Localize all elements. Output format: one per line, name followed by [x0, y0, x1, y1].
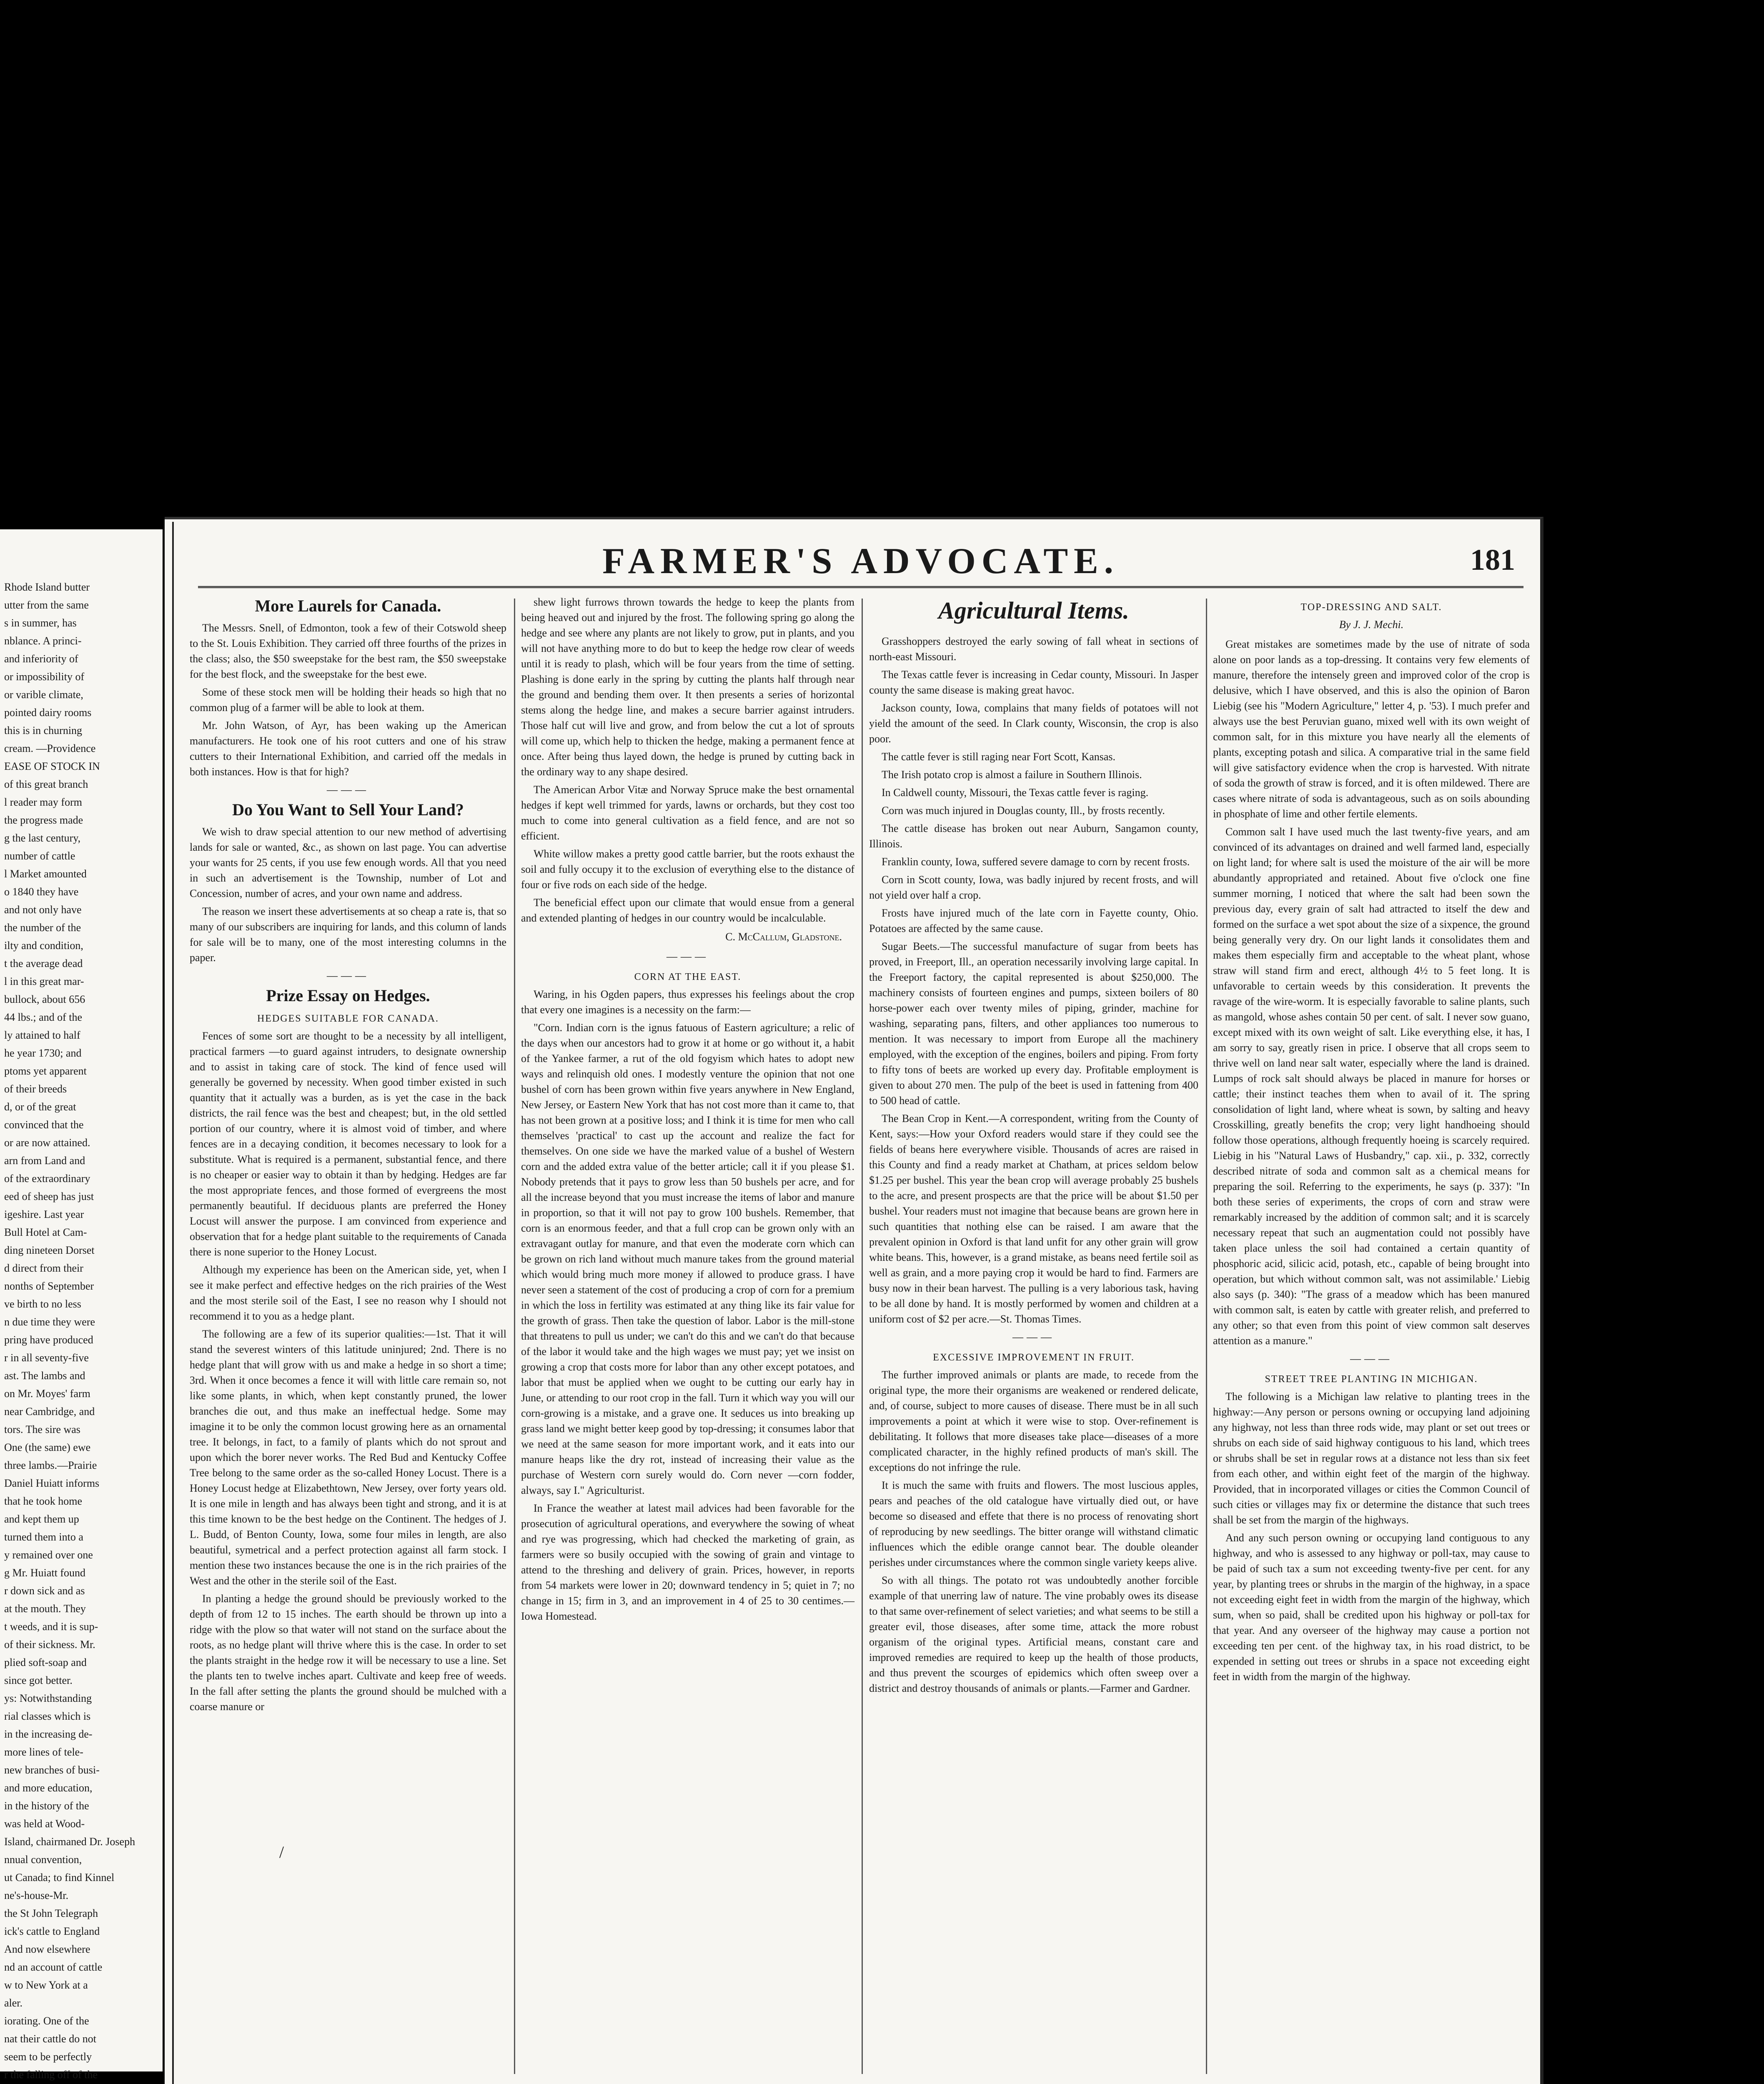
fragment-line: l reader may form	[4, 796, 82, 808]
fragment-line: ly attained to half	[4, 1029, 80, 1041]
article-paragraph: Frosts have injured much of the late corn in Fayette county, Ohio. Potatoes are affected by the same cause.	[869, 907, 1198, 934]
section-ornament: ———	[1012, 1331, 1055, 1343]
fragment-line: Daniel Huiatt informs	[4, 1477, 100, 1489]
article-paragraph: The Texas cattle fever is increasing in Cedar county, Missouri. In Jasper county the same disease is making great havoc.	[869, 669, 1198, 696]
fragment-line: near Cambridge, and	[4, 1405, 95, 1418]
article-paragraph: Great mistakes are sometimes made by the use of nitrate of soda alone on poor lands as a top-dressing. It contains very few elements of manure, therefore the intensely green and improved color of the crop is delusive, which I have observed, and this is also the opinion of Baron Liebig (see his "Modern Agriculture," letter 4, p. '53). I much prefer and always use the best Peruvian guano, mixed well with its own weight of common salt, for in this mixture you have nearly all the elements of plants, excepting potash and silica. A comparative trial in the same field will give satisfactory evidence when the crop is harvested. With nitrate of soda the growth of straw is forced, and it is often mildewed. There are cases where nitrate of soda is advantageous, such as on soils abounding in phosphate of lime and other fertile elements.	[1213, 638, 1530, 820]
article-paragraph: The further improved animals or plants are made, to recede from the original type, the more their organisms are weakened or rendered delicate, and, of course, subject to more causes of disease. There must be in all such improvements a point at which it were wise to stop. Over-refinement is debilitating. It follows that more diseases take place—diseases of a more complicated character, in the highly refined products of man's skill. The exceptions do not infringe the rule.	[869, 1369, 1198, 1473]
article-paragraph: It is much the same with fruits and flowers. The most luscious apples, pears and peaches of the old catalogue have virtually died out, or have become so diseased and effete that there is no process of renovating short of reproducing by new seedlings. The bitter orange will withstand climatic influences which the edible orange cannot bear. The double oleander perishes under circumstances where the common single variety keeps alive.	[869, 1479, 1198, 1568]
article-paragraph: White willow makes a pretty good cattle barrier, but the roots exhaust the soil and fully occupy it to the exclusion of everything else to the distance of four or five rods on each side of the hedge.	[521, 848, 854, 891]
fragment-line: cream. —Providence	[4, 742, 96, 754]
fragment-line: turned them into a	[4, 1531, 83, 1543]
article-paragraph: "Corn. Indian corn is the ignus fatuous of Eastern agriculture; a relic of the days when our ancestors had to grow it at home or go without it, a habit of the Yankee farmer, a rut of the old fogyism which hates to adopt new ways and relinquish old ones. I modestly venture the opinion that not one bushel of corn has been grown within five years anywhere in New England, New Jersey, or Eastern New York that has not cost more than it came to, that has not been grown at a positive loss; and I think it is time for men who call themselves 'practical' to cast up the account and realize the fact for themselves. On one side we have the marked value of a bushel of Western corn and the added extra value of the better article; call it if you please $1. Nobody pretends that it pays to grow less than 50 bushels per acre, and for all the increase beyond that you must increase the items of labor and manure in proportion, so that it will not pay to grow 100 bushels. Remember, that corn is an enormous feeder, and that a full crop can be grown only with an extravagant outlay for manure, and that even the moderate corn which can be grown on rich land without much manure takes from the ground material which would bring much more money if allowed to produce grass. I have never seen a statement of the cost of producing a crop of corn for a premium in which the loss in fertility was estimated at any thing like its fair value for the growth of grass. Then take the question of labor. Labor is the mill-stone that threatens to pull us under; we can't do this and we can't do that because of the labor it would take and the high wages we must pay; yet we insist on growing a crop that costs more for labor than any other except potatoes, and labor that must be applied when we ought to be cutting our early hay in June, or attending to our root crop in the fall. Turn it which way you will our corn-growing is a mistake, and a grave one. It seduces us into breaking up grass land we might better keep good by top-dressing; it consumes labor that we need at the same season for more important work, and it eats into our manure heaps like the dry rot, instead of increasing their value as the purchase of Western corn surely would do. Corn never —corn fodder, always, say I." Agriculturist.	[521, 1022, 854, 1496]
fragment-line: r down sick and as	[4, 1585, 85, 1597]
fragment-line: Bull Hotel at Cam-	[4, 1226, 87, 1238]
article-paragraph: The reason we insert these advertisements at so cheap a rate is, that so many of our subscribers are inquiring for lands, and this column of lands for sale will be to many, one of the most interesting columns in the paper.	[190, 905, 506, 964]
fragment-line: ast. The lambs and	[4, 1370, 85, 1382]
fragment-line: plied soft-soap and	[4, 1656, 87, 1668]
article-paragraph: The following is a Michigan law relative to planting trees in the highway:—Any person or persons owning or occupying land adjoining any highway, not less than three rods wide, may plant or set out trees or shrubs on each side of said highway contiguous to his land, which trees or shrubs shall be set in regular rows at a distance not less than six feet from each other, and within eight feet of the margin of the highway. Provided, that in incorporated villages or cities the Common Council of such cities or villages may fix or determine the distance that such trees shall be set from the margin of the highways.	[1213, 1390, 1530, 1526]
article-paragraph: Corn in Scott county, Iowa, was badly injured by recent frosts, and will not yield over half a crop.	[869, 874, 1198, 901]
fragment-line: and kept them up	[4, 1513, 79, 1525]
column-1	[190, 594, 506, 2078]
fragment-line: r in all seventy-five	[4, 1352, 89, 1364]
article-paragraph: The Irish potato crop is almost a failure in Southern Illinois.	[882, 769, 1142, 781]
fragment-line: seem to be perfectly	[4, 2051, 92, 2063]
article-heading: More Laurels for Canada.	[255, 596, 441, 615]
fragment-line: of this great branch	[4, 778, 88, 790]
article-paragraph: Grasshoppers destroyed the early sowing of fall wheat in sections of north-east Missouri.	[869, 635, 1198, 663]
fragment-line: d direct from their	[4, 1262, 83, 1274]
fragment-line: nblance. A princi-	[4, 635, 82, 647]
article-paragraph: Common salt I have used much the last twenty-five years, and am convinced of its advantages on drained and well farmed land, especially on light land; for where salt is used the moisture of the air will be more abundantly appropriated and retained. About five o'clock one fine summer morning, I noticed that where the salt had been sown the previous day, every grain of salt had attracted to itself the dew and formed on the surface a wet spot about the size of a sixpence, the ground being generally very dry. On our light lands it consolidates them and makes them especially firm and acceptable to the wheat plant, whose straw will stand firm and erect, although 4½ to 5 feet long. It is unfavorable to certain weeds by this consideration. It prevents the ravage of the wire-worm. It is especially favorable to saline plants, such as mangold, whose ashes contain 50 per cent. of salt. I never sow guano, except mixed with its own weight of salt. Like everything else, it has, I am sorry to say, greatly risen in price. I observe that all crops seem to thrive well on land near salt water, especially where the land is drained. Lumps of rock salt should always be placed in manure for horses or cattle; their instinct teaches them when to avail of it. The spring consolidation of light land, where wheat is sown, by salting and heavy Crosskilling, greatly benefits the crop; very light handhoeing should follow those operations, although frequently hoeing is scarcely required. Liebig in his "Natural Laws of Husbandry," cap. xii., p. 332, correctly described nitrate of soda and common salt as a chemical means for preparing the soil. Referring to the experiments, he says (p. 337): "In both these series of experiments, the crops of corn and straw were remarkably increased by the addition of common salt; and it is scarcely necessary repeat that such an augmentation could not possibly have taken place unless the soil had contained a certain quantity of phosphoric acid, silicic acid, potash, etc., capable of being brought into operation, but which without common salt, was not assimilable.' Liebig also says (p. 340): "The grass of a meadow which has been manured with common salt, is eaten by cattle with greater relish, and preferred to any other; so that even from this point of view common salt deserves attention as a manure."	[1213, 826, 1530, 1347]
column-2	[521, 594, 854, 2078]
article-paragraph: shew light furrows thrown towards the hedge to keep the plants from being heaved out and injured by the frost. The following spring go along the hedge and see where any plants are not likely to grow, put in plants, and you will not have anything more to do but to keep the hedge row clear of weeds until it is ready to plash, which will be four years from the time of setting. Plashing is done early in the spring by cutting the plants half through near the ground and bending them over. It then presents a series of horizontal stems along the hedge line, and makes a secure barrier against intruders. Those half cut will live and grow, and from below the cut a lot of sprouts will come up, which help to thicken the hedge, making a permanent fence at once. After being thus layed down, the hedge is pruned by cutting back in the ordinary way to any shape desired.	[521, 596, 854, 778]
fragment-line: s in summer, has	[4, 617, 77, 629]
article-subheading: STREET TREE PLANTING IN MICHIGAN.	[1265, 1374, 1478, 1385]
fragment-line: nat their cattle do not	[4, 2033, 96, 2045]
fragment-line: and inferiority of	[4, 653, 78, 665]
fragment-line: that he took home	[4, 1495, 83, 1507]
pencil-mark: /	[279, 1843, 284, 1861]
left-page-text	[4, 579, 154, 2081]
article-paragraph: The Bean Crop in Kent.—A correspondent, writing from the County of Kent, says:—How your Oxford readers would stare if they could see the fields of beans here everywhere visible. Thousands of acres are raised in this County and find a ready market at Chatham, at prices seldom below $1.25 per bushel. This year the bean crop will average probably 25 bushels to the acre, and present prospects are that the price will be about $1.50 per bushel. Your readers must not imagine that because beans are grown here in such quantities that nothing else can be raised. I am aware that the prevalent opinion in Oxford is that land unfit for any other grain will grow white beans. This, however, is a grand mistake, as beans need fertile soil as well as grain, and a more paying crop it would be hard to find. Farmers are busy now in their bean harvest. The pulling is a very laborious task, having to be all done by hand. It is mostly performed by women and children at a uniform cost of $2 per acre.—St. Thomas Times.	[869, 1112, 1198, 1325]
fragment-line: Island, chairmaned Dr. Joseph	[4, 1836, 135, 1848]
fragment-line: ilty and condition,	[4, 939, 83, 952]
masthead-title: FARMER'S ADVOCATE.	[602, 541, 1119, 581]
fragment-line: Rhode Island butter	[4, 581, 90, 593]
page-number: 181	[1470, 543, 1515, 576]
article-paragraph: The American Arbor Vitæ and Norway Spruce make the best ornamental hedges if kept well trimmed for yards, lawns or orchards, but they cost too much to come into general cultivation as a field fence, and are not so efficient.	[521, 784, 854, 842]
fragment-line: ne's-house-Mr.	[4, 1889, 69, 1901]
fragment-line: he year 1730; and	[4, 1047, 82, 1059]
fragment-line: and more education,	[4, 1782, 93, 1794]
fragment-line: g the last century,	[4, 832, 81, 844]
article-subheading: TOP-DRESSING AND SALT.	[1300, 602, 1442, 613]
fragment-line: tors. The sire was	[4, 1423, 80, 1435]
fragment-line: o 1840 they have	[4, 886, 79, 898]
fragment-line: more lines of tele-	[4, 1746, 83, 1758]
fragment-line: or are now attained.	[4, 1137, 90, 1149]
article-paragraph: The beneficial effect upon our climate that would ensue from a general and extended planting of hedges in our country would be incalculable.	[521, 897, 854, 924]
article-paragraph: The cattle disease has broken out near Auburn, Sangamon county, Illinois.	[869, 822, 1198, 850]
fragment-line: pointed dairy rooms	[4, 706, 92, 719]
fragment-line: three lambs.—Prairie	[4, 1459, 97, 1471]
fragment-line: n due time they were	[4, 1316, 95, 1328]
article-paragraph: The Messrs. Snell, of Edmonton, took a few of their Cotswold sheep to the St. Louis Exhibition. They carried off three fourths of the prizes in the class; also, the $50 sweepstake for the best ram, the $50 sweepstake for the best flock, and the sweepstake for the best ewe.	[190, 622, 506, 680]
fragment-line: EASE OF STOCK IN	[4, 760, 100, 772]
article-subheading: CORN AT THE EAST.	[634, 972, 742, 982]
fragment-line: ding nineteen Dorset	[4, 1244, 95, 1256]
fragment-line: of their breeds	[4, 1083, 67, 1095]
fragment-line: on Mr. Moyes' farm	[4, 1388, 90, 1400]
article-paragraph: We wish to draw special attention to our new method of advertising lands for sale or wanted, &c., as shown on last page. You can advertise your wants for 25 cents, if you use few enough words. All that you need in such an advertisement is the Township, number of Lot and Concession, number of acres, and your own name and address.	[190, 826, 506, 899]
fragment-line: or varible climate,	[4, 689, 83, 701]
fragment-line: igeshire. Last year	[4, 1208, 84, 1220]
fragment-line: since got better.	[4, 1674, 73, 1686]
article-subheading: EXCESSIVE IMPROVEMENT IN FRUIT.	[933, 1352, 1135, 1363]
article-paragraph: Some of these stock men will be holding their heads so high that no common plug of a farmer will be able to look at them.	[190, 686, 506, 714]
fragment-line: new branches of busi-	[4, 1764, 100, 1776]
article-paragraph: In France the weather at latest mail advices had been favorable for the prosecution of agricultural operations, and everywhere the sowing of wheat and rye was progressing, which had checked the marketing of grain, as farmers were so busily occupied with the sowing of grain and vintage to attend to the threshing and delivery of grain. Prices, however, in reports from 54 markets were lower in 20; downward tendency in 5; quiet in 7; no change in 15; firm in 3, and an improvement in 4 of 25 to 30 centimes.—Iowa Homestead.	[521, 1502, 854, 1622]
fragment-line: One (the same) ewe	[4, 1441, 91, 1453]
article-paragraph: The following are a few of its superior qualities:—1st. That it will stand the severest winters of this latitude uninjured; 2nd. There is no hedge plant that will grow with us and make a hedge in so short a time; 3rd. When it once becomes a fence it will with little care remain so, not like some plants, in which, when kept constantly pruned, the lower branches die out, and thus make an ineffectual hedge. Some may imagine it to be only the common locust growing here as an ornamental tree. It belongs, in fact, to a family of plants which do not sprout and upon which the borer never works. The Red Bud and Kentucky Coffee Tree belong to the same order as the so-called Honey Locust. There is a Honey Locust hedge at Elizabethtown, New Jersey, over forty years old. It is one mile in length and has always been tight and strong, and it is at this time known to be the best hedge on the Continent. The hedges of J. L. Budd, of Benton County, Iowa, some four miles in length, are also beautiful, symetrical and a perfect protection against all farm stock. I mention these two instances because the one is in the rich prairies of the West and the other in the sterile soil of the East.	[190, 1328, 506, 1587]
fragment-line: rial classes which is	[4, 1710, 91, 1722]
article-paragraph: And any such person owning or occupying land contiguous to any highway, and who is assessed to any highway or poll-tax, may cause to be paid of such tax a sum not exceeding twenty-five per cent. for any year, by planting trees or shrubs in the margin of the highway, in a space not exceeding eight feet in width from the margin of the highway, which sum, when so paid, shall be credited upon his highway or poll-tax for that year. And any overseer of the highway may cause a portion not exceeding ten per cent. of the highway tax, in his road district, to be expended in setting out trees or shrubs in a space not exceeding eight feet in width from the margin of the highway.	[1213, 1532, 1530, 1683]
fragment-line: in the increasing de-	[4, 1728, 93, 1740]
fragment-line: w to New York at a	[4, 1979, 88, 1991]
fragment-line: arn from Land and	[4, 1155, 85, 1167]
fragment-line: the St John Telegraph	[4, 1907, 98, 1919]
section-ornament: ———	[327, 784, 369, 796]
article-paragraph: Franklin county, Iowa, suffered severe damage to corn by recent frosts.	[882, 856, 1190, 868]
fragment-line: utter from the same	[4, 599, 89, 611]
fragment-line: number of cattle	[4, 850, 75, 862]
article-heading: Agricultural Items.	[938, 597, 1129, 624]
fragment-line: was held at Wood-	[4, 1818, 85, 1830]
fragment-line: and not only have	[4, 904, 82, 916]
fragment-line: ut Canada; to find Kinnel	[4, 1871, 115, 1884]
article-paragraph: Fences of some sort are thought to be a necessity by all intelligent, practical farmers —to guard against intruders, to designate ownership and to assist in taking care of stock. The kind of fence used will generally be governed by necessity. When good timber existed in such quantity that it actually was a burden, as is yet the case in the back districts, the rail fence was the best and cheapest; but, in the old settled portion of our country, where it is almost void of timber, and where fences are in a decaying condition, it becomes necessary to look for a substitute. What is required is a permanent, substantial fence, and there is no cheaper or easier way to obtain it than by hedging. Hedges are far the most appropriate fences, and those formed of evergreens the most permanently beautiful. If deciduous plants are preferred the Honey Locust will answer the purpose. I am convinced from experience and observation that for a hedge plant suitable to the requirements of Canada there is none superior to the Honey Locust.	[190, 1030, 506, 1258]
article-paragraph: In planting a hedge the ground should be previously worked to the depth of from 12 to 15 inches. The earth should be thrown up into a ridge with the plow so that water will not stand on the surface about the roots, as no hedge plant will thrive where this is the case. In order to set the plants straight in the hedge row it will be necessary to use a line. Set the plants ten to twelve inches apart. Cultivate and keep free of weeds. In the fall after setting the plants the ground should be mulched with a coarse manure or	[190, 1593, 506, 1713]
fragment-line: ve birth to no less	[4, 1298, 81, 1310]
article-paragraph: In Caldwell county, Missouri, the Texas cattle fever is raging.	[882, 787, 1149, 799]
fragment-line: nd an account of cattle	[4, 1961, 103, 1973]
fragment-line: d, or of the great	[4, 1101, 76, 1113]
fragment-line: And now elsewhere	[4, 1943, 90, 1955]
column-rule	[862, 599, 863, 2074]
fragment-line: eed of sheep has just	[4, 1190, 94, 1202]
fragment-line: or impossibility of	[4, 671, 85, 683]
fragment-line: in the history of the	[4, 1800, 89, 1812]
fragment-line: y remained over one	[4, 1549, 93, 1561]
masthead	[198, 540, 1523, 588]
column-3	[869, 594, 1198, 2078]
article-heading: Do You Want to Sell Your Land?	[232, 800, 464, 819]
fragment-line: l Market amounted	[4, 868, 87, 880]
newspaper-page	[165, 517, 1544, 2084]
article-signature: C. McCallum, Gladstone.	[725, 931, 842, 943]
fragment-line: nonths of September	[4, 1280, 94, 1292]
fragment-line: t the average dead	[4, 957, 83, 969]
article-paragraph: So with all things. The potato rot was undoubtedly another forcible example of that unerring law of nature. The vine probably owes its disease to that same over-refinement of select varieties; and what seems to be still a greater evil, those diseases, after some time, attack the more robust organism of the original types. Artificial means, constant care and improved remedies are required to keep up the health of those products, and thus prevent the scourges of epidemics which often sweep over a district and destroy thousands of animals or plants.—Farmer and Gardner.	[869, 1574, 1198, 1694]
article-paragraph: Corn was much injured in Douglas county, Ill., by frosts recently.	[882, 804, 1165, 817]
fragment-line: t weeds, and it is sup-	[4, 1621, 98, 1633]
fragment-line: ys: Notwithstanding	[4, 1692, 92, 1704]
fragment-line: at the mouth. They	[4, 1603, 86, 1615]
fragment-line: nnual convention,	[4, 1854, 82, 1866]
article-heading: Prize Essay on Hedges.	[266, 986, 430, 1005]
article-paragraph: Waring, in his Ogden papers, thus expresses his feelings about the crop that every one imagines is a necessity on the farm:—	[521, 988, 854, 1016]
fragment-line: g Mr. Huiatt found	[4, 1567, 85, 1579]
section-ornament: ———	[1350, 1353, 1393, 1365]
article-byline: By J. J. Mechi.	[1339, 619, 1404, 631]
column-rule	[1206, 599, 1207, 2074]
fragment-line: 44 lbs.; and of the	[4, 1011, 83, 1023]
article-subheading: HEDGES SUITABLE FOR CANADA.	[257, 1013, 439, 1024]
fragment-line: iorating. One of the	[4, 2015, 89, 2027]
column-4	[1213, 594, 1530, 2078]
article-paragraph: Although my experience has been on the American side, yet, when I see it make perfect and effective hedges on the rich prairies of the West and the most sterile soil of the East, I see no reason why I should not recommend it to you as a hedge plant.	[190, 1264, 506, 1322]
fragment-line: this is in churning	[4, 724, 83, 736]
article-paragraph: The cattle fever is still raging near Fort Scott, Kansas.	[882, 751, 1116, 763]
article-paragraph: Jackson county, Iowa, complains that many fields of potatoes will not yield the amount of the seed. In Clark county, Wisconsin, the crop is also poor.	[869, 702, 1198, 745]
fragment-line: l in this great mar-	[4, 975, 84, 987]
fragment-line: of the extraordinary	[4, 1172, 90, 1185]
section-ornament: ———	[667, 950, 709, 962]
fragment-line: convinced that the	[4, 1119, 84, 1131]
column-rule	[514, 599, 515, 2074]
fragment-line: the progress made	[4, 814, 83, 826]
fragment-line: r the falling off of the	[4, 2069, 98, 2081]
fragment-line: the number of the	[4, 922, 81, 934]
fragment-line: aler.	[4, 1997, 23, 2009]
left-page-fragment	[0, 529, 163, 2081]
fragment-line: pring have produced	[4, 1334, 93, 1346]
fragment-line: of their sickness. Mr.	[4, 1638, 95, 1651]
section-ornament: ———	[327, 969, 369, 982]
fragment-line: bullock, about 656	[4, 993, 85, 1005]
article-paragraph: Sugar Beets.—The successful manufacture of sugar from beets has proved, in Freeport, Ill., an operation necessarily involving large capital. In the Freeport factory, the capital represented is about $250,000. The machinery consists of fourteen engines and pumps, sixteen boilers of 80 horse-power each over twenty miles of piping, grinder, machine for washing, separating pans, filters, and other appliances too numerous to mention. It was necessary to import from Europe all the machinery employed, with the exception of the engines, boilers and piping. From forty to fifty tons of beets are worked up every day. Profitable employment is given to about 270 men. The pulp of the beet is used in fattening from 400 to 500 head of cattle.	[869, 940, 1198, 1107]
article-paragraph: Mr. John Watson, of Ayr, has been waking up the American manufacturers. He took one of his root cutters and one of his straw cutters to their International Exhibition, and carried off the medals in both instances. How is that for high?	[190, 719, 506, 778]
fragment-line: ptoms yet apparent	[4, 1065, 87, 1077]
fragment-line: ick's cattle to England	[4, 1925, 100, 1937]
